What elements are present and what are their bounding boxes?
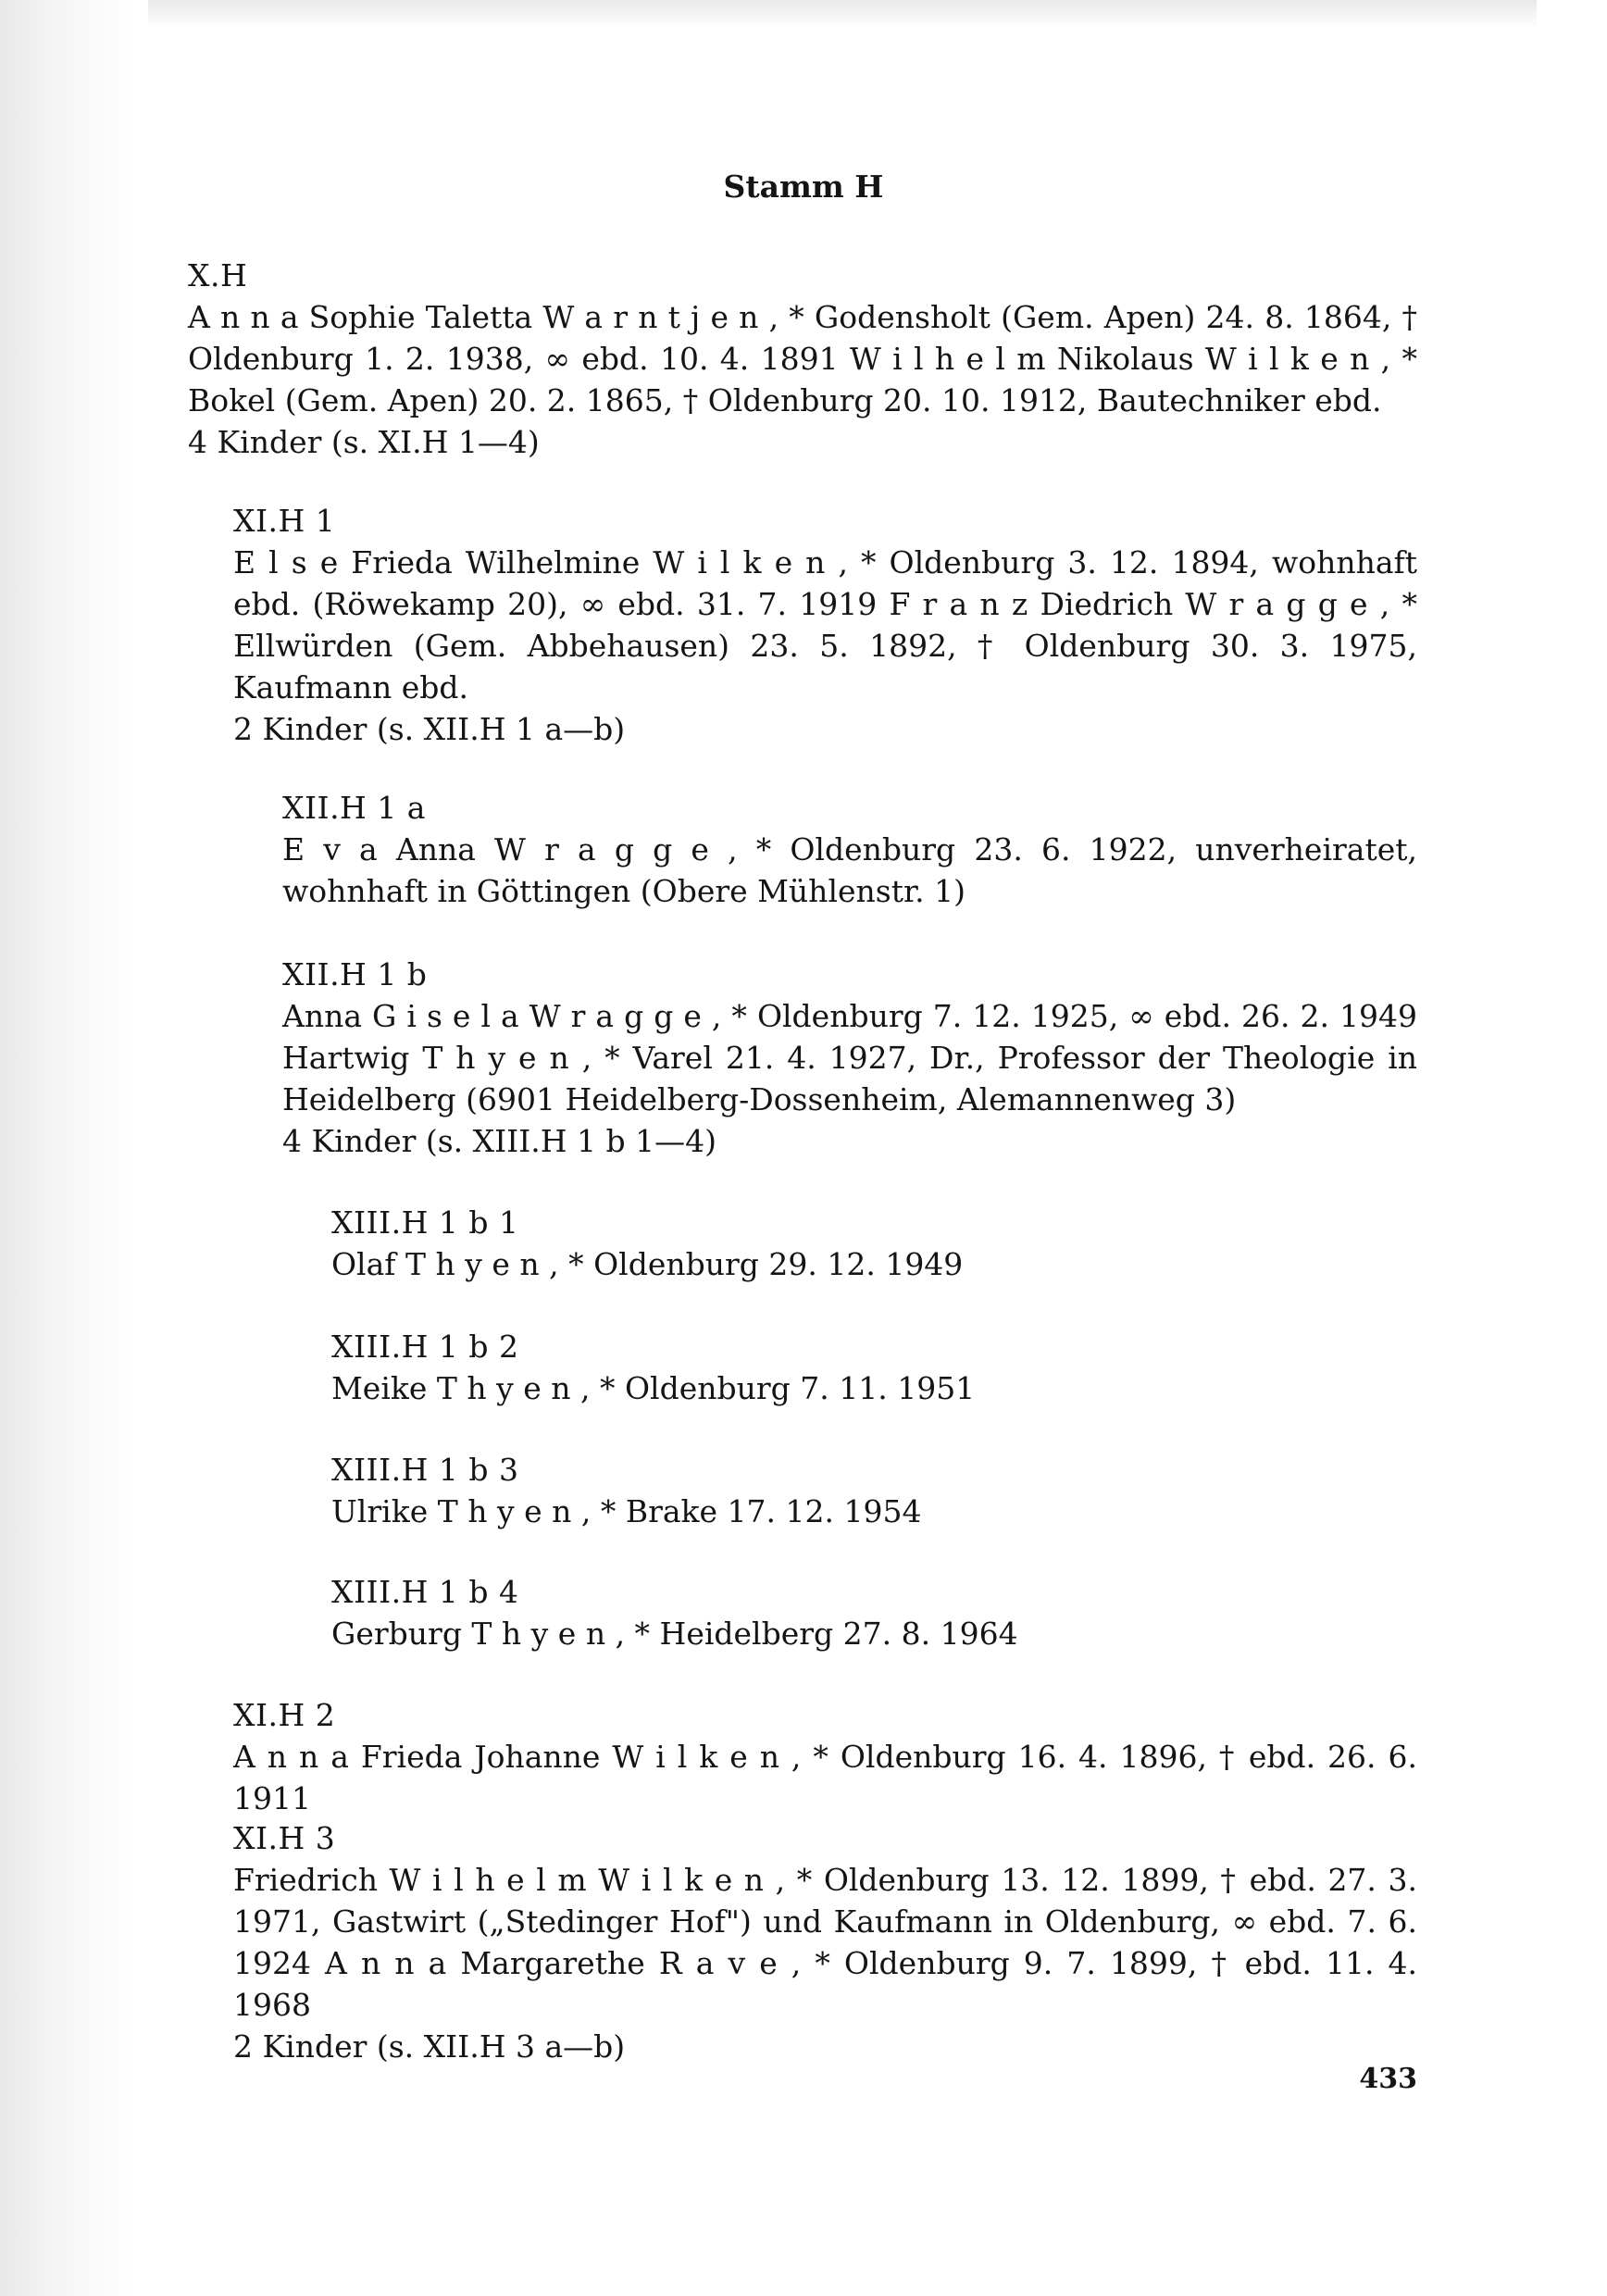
entry-code: XI.H 1 — [233, 503, 336, 539]
entry-children: 4 Kinder (s. XI.H 1—4) — [188, 424, 540, 460]
entry-text: A n n a Frieda Johanne W i l k e n , * Oldenburg 16. 4. 1896, † ebd. 26. 6. 1911 — [233, 1739, 1417, 1816]
entry-text: Anna G i s e l a W r a g g e , * Oldenburg 7. 12. 1925, ∞ ebd. 26. 2. 1949 Hartwig T h y e n , * Varel 21. 4. 1927, Dr., Professor der Theologie in Heidelberg (6901 Heidelberg-Dossenheim, Alemannenweg 3) — [282, 998, 1417, 1117]
entry-children: 4 Kinder (s. XIII.H 1 b 1—4) — [282, 1123, 716, 1159]
genealogy-entry — [233, 1694, 1417, 1819]
entry-text: Friedrich W i l h e l m W i l k e n , * Oldenburg 13. 12. 1899, † ebd. 27. 3. 1971, Gastwirt („Stedinger Hof") und Kaufmann in Oldenburg, ∞ ebd. 7. 6. 1924 A n n a Margarethe R a v e , * Oldenburg 9. 7. 1899, † ebd. 11. 4. 1968 — [233, 1862, 1417, 2023]
entry-text: E l s e Frieda Wilhelmine W i l k e n , * Oldenburg 3. 12. 1894, wohnhaft ebd. (Röwekamp 20), ∞ ebd. 31. 7. 1919 F r a n z Diedrich W r a g g e , * Ellwürden (Gem. Abbehausen) 23. 5. 1892, † Oldenburg 30. 3. 1975, Kaufmann ebd. — [233, 544, 1417, 705]
genealogy-entry — [331, 1326, 1417, 1409]
genealogy-entry — [188, 255, 1417, 463]
genealogy-entry — [233, 500, 1417, 750]
genealogy-entry — [331, 1202, 1417, 1285]
genealogy-entry — [282, 787, 1417, 912]
genealogy-entry — [331, 1571, 1417, 1654]
entry-children: 2 Kinder (s. XII.H 1 a—b) — [233, 711, 626, 747]
entry-code: XII.H 1 a — [282, 790, 426, 826]
section-title: Stamm H — [723, 168, 884, 205]
genealogy-entry — [233, 1817, 1417, 2067]
entry-code: XI.H 3 — [233, 1820, 336, 1856]
entry-text: Ulrike T h y e n , * Brake 17. 12. 1954 — [331, 1493, 922, 1529]
entry-code: X.H — [188, 257, 248, 293]
entry-code: XIII.H 1 b 1 — [331, 1204, 519, 1241]
entry-code: XIII.H 1 b 4 — [331, 1574, 519, 1610]
entry-text: Olaf T h y e n , * Oldenburg 29. 12. 1949 — [331, 1246, 964, 1282]
entry-text: Gerburg T h y e n , * Heidelberg 27. 8. 1964 — [331, 1616, 1018, 1652]
entry-code: XIII.H 1 b 2 — [331, 1329, 519, 1365]
entry-code: XII.H 1 b — [282, 956, 428, 992]
page-number: 433 — [1359, 2063, 1417, 2095]
entry-code: XI.H 2 — [233, 1697, 336, 1733]
genealogy-entry — [282, 954, 1417, 1162]
entry-text: Meike T h y e n , * Oldenburg 7. 11. 1951 — [331, 1370, 976, 1406]
entry-text: E v a Anna W r a g g e , * Oldenburg 23. 6. 1922, unverheiratet, wohnhaft in Göttingen (Obere Mühlenstr. 1) — [282, 831, 1417, 909]
genealogy-entry — [331, 1449, 1417, 1532]
entry-children: 2 Kinder (s. XII.H 3 a—b) — [233, 2028, 626, 2065]
entry-code: XIII.H 1 b 3 — [331, 1452, 519, 1488]
entry-text: A n n a Sophie Taletta W a r n t j e n , * Godensholt (Gem. Apen) 24. 8. 1864, † Oldenburg 1. 2. 1938, ∞ ebd. 10. 4. 1891 W i l h e l m Nikolaus W i l k e n , * Bokel (Gem. Apen) 20. 2. 1865, † Oldenburg 20. 10. 1912, Bautechniker ebd. — [188, 299, 1417, 418]
